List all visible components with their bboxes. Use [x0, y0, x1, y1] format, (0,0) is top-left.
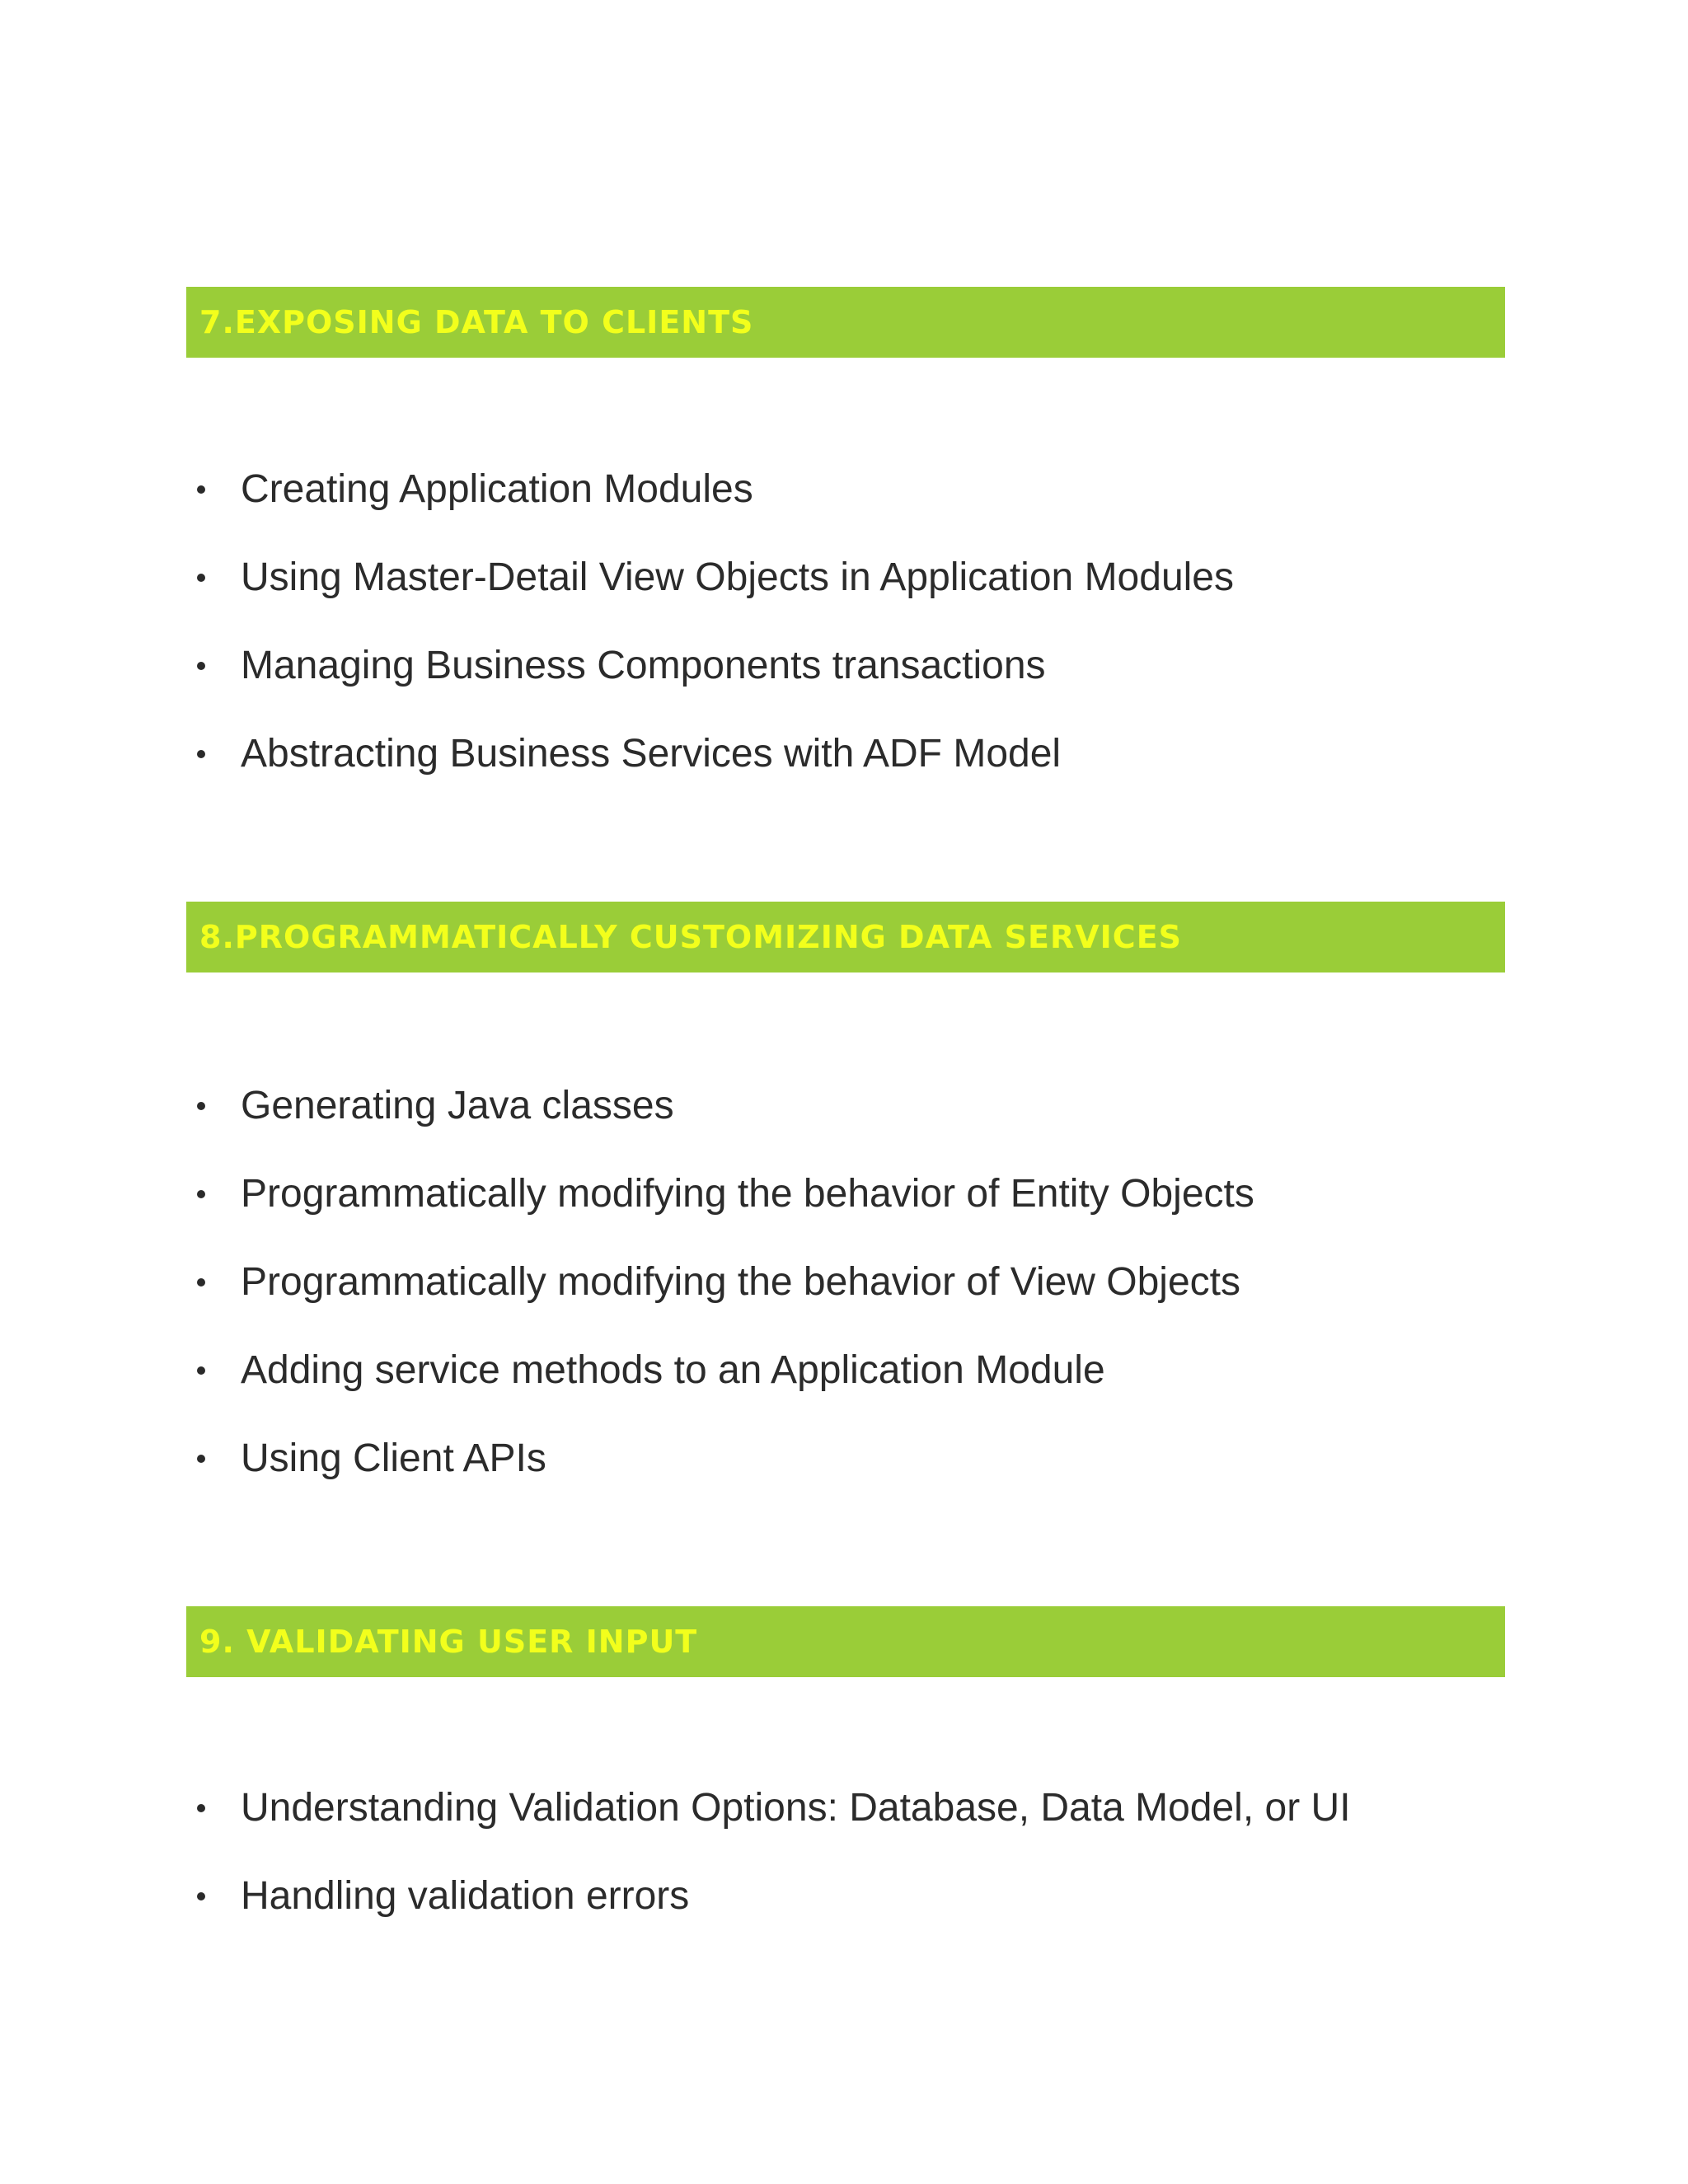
section-heading-bar [186, 287, 1505, 358]
bullet-icon [197, 662, 205, 670]
section-heading-bar [186, 902, 1505, 972]
list-item [186, 1326, 1254, 1414]
list-item-text: Using Client APIs [241, 1436, 546, 1480]
bullet-icon [197, 485, 205, 494]
section-customizing-data-services [186, 902, 1505, 1480]
list-item [186, 710, 1234, 798]
list-item [186, 1062, 1254, 1150]
list-item-text: Managing Business Components transactions [241, 644, 1046, 687]
section-exposing-data [186, 287, 1505, 776]
list-item-text: Handling validation errors [241, 1874, 690, 1918]
bullet-icon [197, 750, 205, 758]
list-item [186, 1150, 1254, 1238]
list-item-text: Generating Java classes [241, 1084, 674, 1127]
bullet-icon [197, 1892, 205, 1900]
section-heading-bar [186, 1606, 1505, 1677]
section-heading: 9. VALIDATING USER INPUT [199, 1624, 698, 1660]
bullet-list [186, 445, 1234, 798]
list-item [186, 445, 1234, 533]
list-item [186, 1852, 1351, 1940]
list-item-text: Creating Application Modules [241, 467, 753, 511]
list-item [186, 1764, 1351, 1852]
list-item [186, 533, 1234, 621]
section-heading: 7.EXPOSING DATA TO CLIENTS [199, 304, 754, 340]
bullet-icon [197, 1102, 205, 1110]
bullet-icon [197, 1190, 205, 1198]
list-item [186, 1414, 1254, 1502]
list-item-text: Using Master-Detail View Objects in Application Modules [241, 555, 1234, 599]
section-heading: 8.PROGRAMMATICALLY CUSTOMIZING DATA SERVICES [199, 919, 1183, 955]
bullet-icon [197, 1804, 205, 1812]
bullet-icon [197, 1455, 205, 1463]
bullet-icon [197, 574, 205, 582]
list-item-text: Programmatically modifying the behavior of Entity Objects [241, 1172, 1254, 1216]
list-item-text: Adding service methods to an Application Module [241, 1348, 1105, 1392]
list-item-text: Abstracting Business Services with ADF Model [241, 732, 1062, 776]
list-item-text: Programmatically modifying the behavior of View Objects [241, 1260, 1240, 1304]
bullet-list [186, 1764, 1351, 1940]
list-item [186, 621, 1234, 710]
list-item [186, 1238, 1254, 1326]
bullet-icon [197, 1366, 205, 1375]
bullet-list [186, 1062, 1254, 1502]
section-validating-user-input [186, 1606, 1505, 1918]
bullet-icon [197, 1278, 205, 1286]
list-item-text: Understanding Validation Options: Database, Data Model, or UI [241, 1786, 1351, 1830]
